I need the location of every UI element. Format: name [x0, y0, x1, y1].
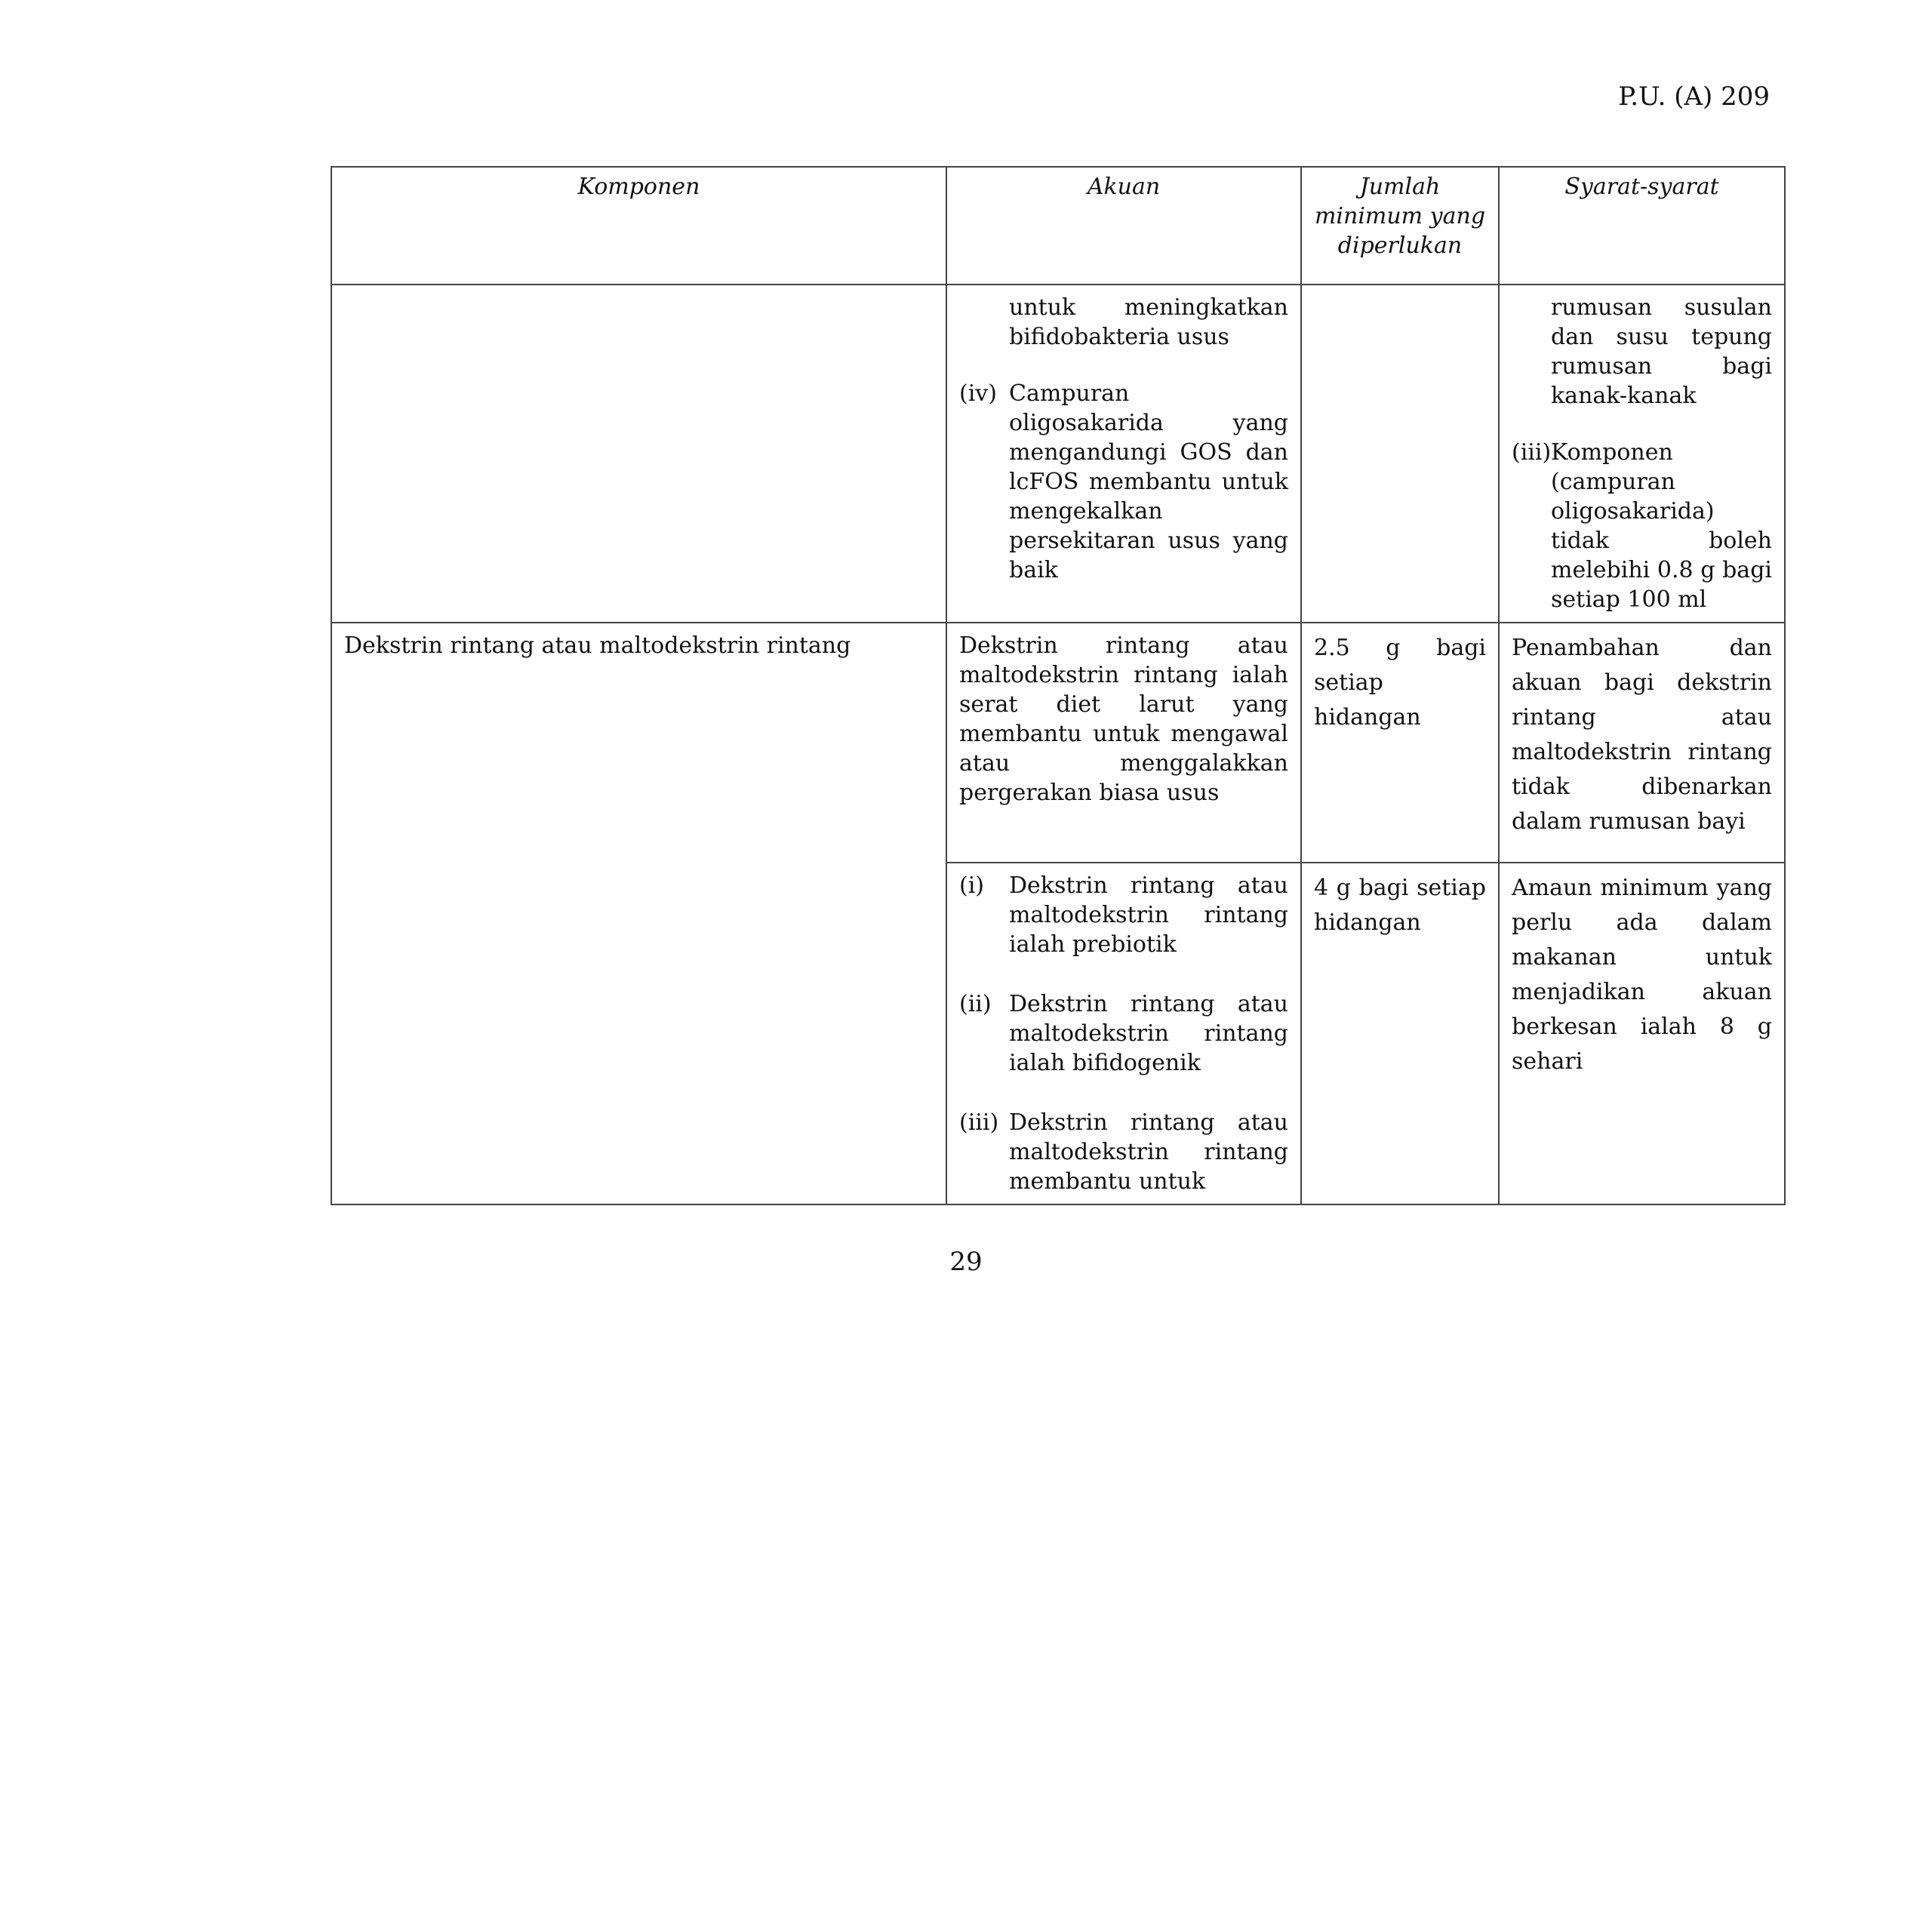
column-header-komponen: Komponen: [331, 167, 946, 285]
jumlah-cell: 4 g bagi setiap hidangan: [1301, 863, 1499, 1204]
jumlah-cell: 2.5 g bagi setiap hidangan: [1301, 623, 1499, 863]
list-item: [1512, 438, 1772, 614]
list-item-text: Dekstrin rintang atau maltodekstrin rintang membantu untuk: [1009, 1109, 1288, 1195]
komponen-cell: Dekstrin rintang atau maltodekstrin rintang: [331, 623, 946, 1204]
list-item-number: (ii): [959, 991, 992, 1017]
akuan-continuation: untuk meningkatkan bifidobakteria usus: [1009, 294, 1288, 350]
list-item-text: Dekstrin rintang atau maltodekstrin rintang ialah bifidogenik: [1009, 991, 1288, 1076]
list-item-number: (i): [959, 872, 985, 899]
page-number: 29: [949, 1247, 983, 1277]
column-header-syarat: Syarat-syarat: [1499, 167, 1785, 285]
list-item-text: Campuran oligosakarida yang mengandungi GOS dan lcFOS membantu untuk mengekalkan persekitaran usus yang baik: [1009, 380, 1288, 583]
list-item: [959, 871, 1288, 959]
syarat-cell: Amaun minimum yang perlu ada dalam makanan untuk menjadikan akuan berkesan ialah 8 g sehari: [1499, 863, 1785, 1204]
table-header-row: [331, 167, 1785, 285]
list-item-number: (iv): [959, 380, 997, 407]
list-item: [959, 1108, 1288, 1196]
column-header-jumlah: Jumlah minimum yang diperlukan: [1301, 167, 1499, 285]
komponen-cell: [331, 285, 946, 623]
list-item-text: Komponen (campuran oligosakarida) tidak boleh melebihi 0.8 g bagi setiap 100 ml: [1551, 439, 1772, 613]
syarat-continuation: rumusan susulan dan susu tepung rumusan bagi kanak-kanak: [1551, 294, 1772, 409]
list-item: [959, 379, 1288, 585]
list-item-number: (iii): [959, 1109, 999, 1136]
document-reference: P.U. (A) 209: [1618, 82, 1770, 112]
column-header-akuan: Akuan: [946, 167, 1301, 285]
table-row: [331, 623, 1785, 863]
list-item-text: Dekstrin rintang atau maltodekstrin rintang ialah prebiotik: [1009, 872, 1288, 958]
list-item-number: (iii): [1512, 439, 1552, 466]
akuan-cell: [946, 285, 1301, 623]
list-item: [959, 989, 1288, 1078]
regulation-table: [331, 166, 1786, 1205]
syarat-cell: Penambahan dan akuan bagi dekstrin rintang atau maltodekstrin rintang tidak dibenarkan dalam rumusan bayi: [1499, 623, 1785, 863]
akuan-cell: Dekstrin rintang atau maltodekstrin rintang ialah serat diet larut yang membantu untuk mengawal atau menggalakkan pergerakan biasa usus: [946, 623, 1301, 863]
table-row: [331, 285, 1785, 623]
akuan-cell: [946, 863, 1301, 1204]
jumlah-cell: [1301, 285, 1499, 623]
syarat-cell: [1499, 285, 1785, 623]
